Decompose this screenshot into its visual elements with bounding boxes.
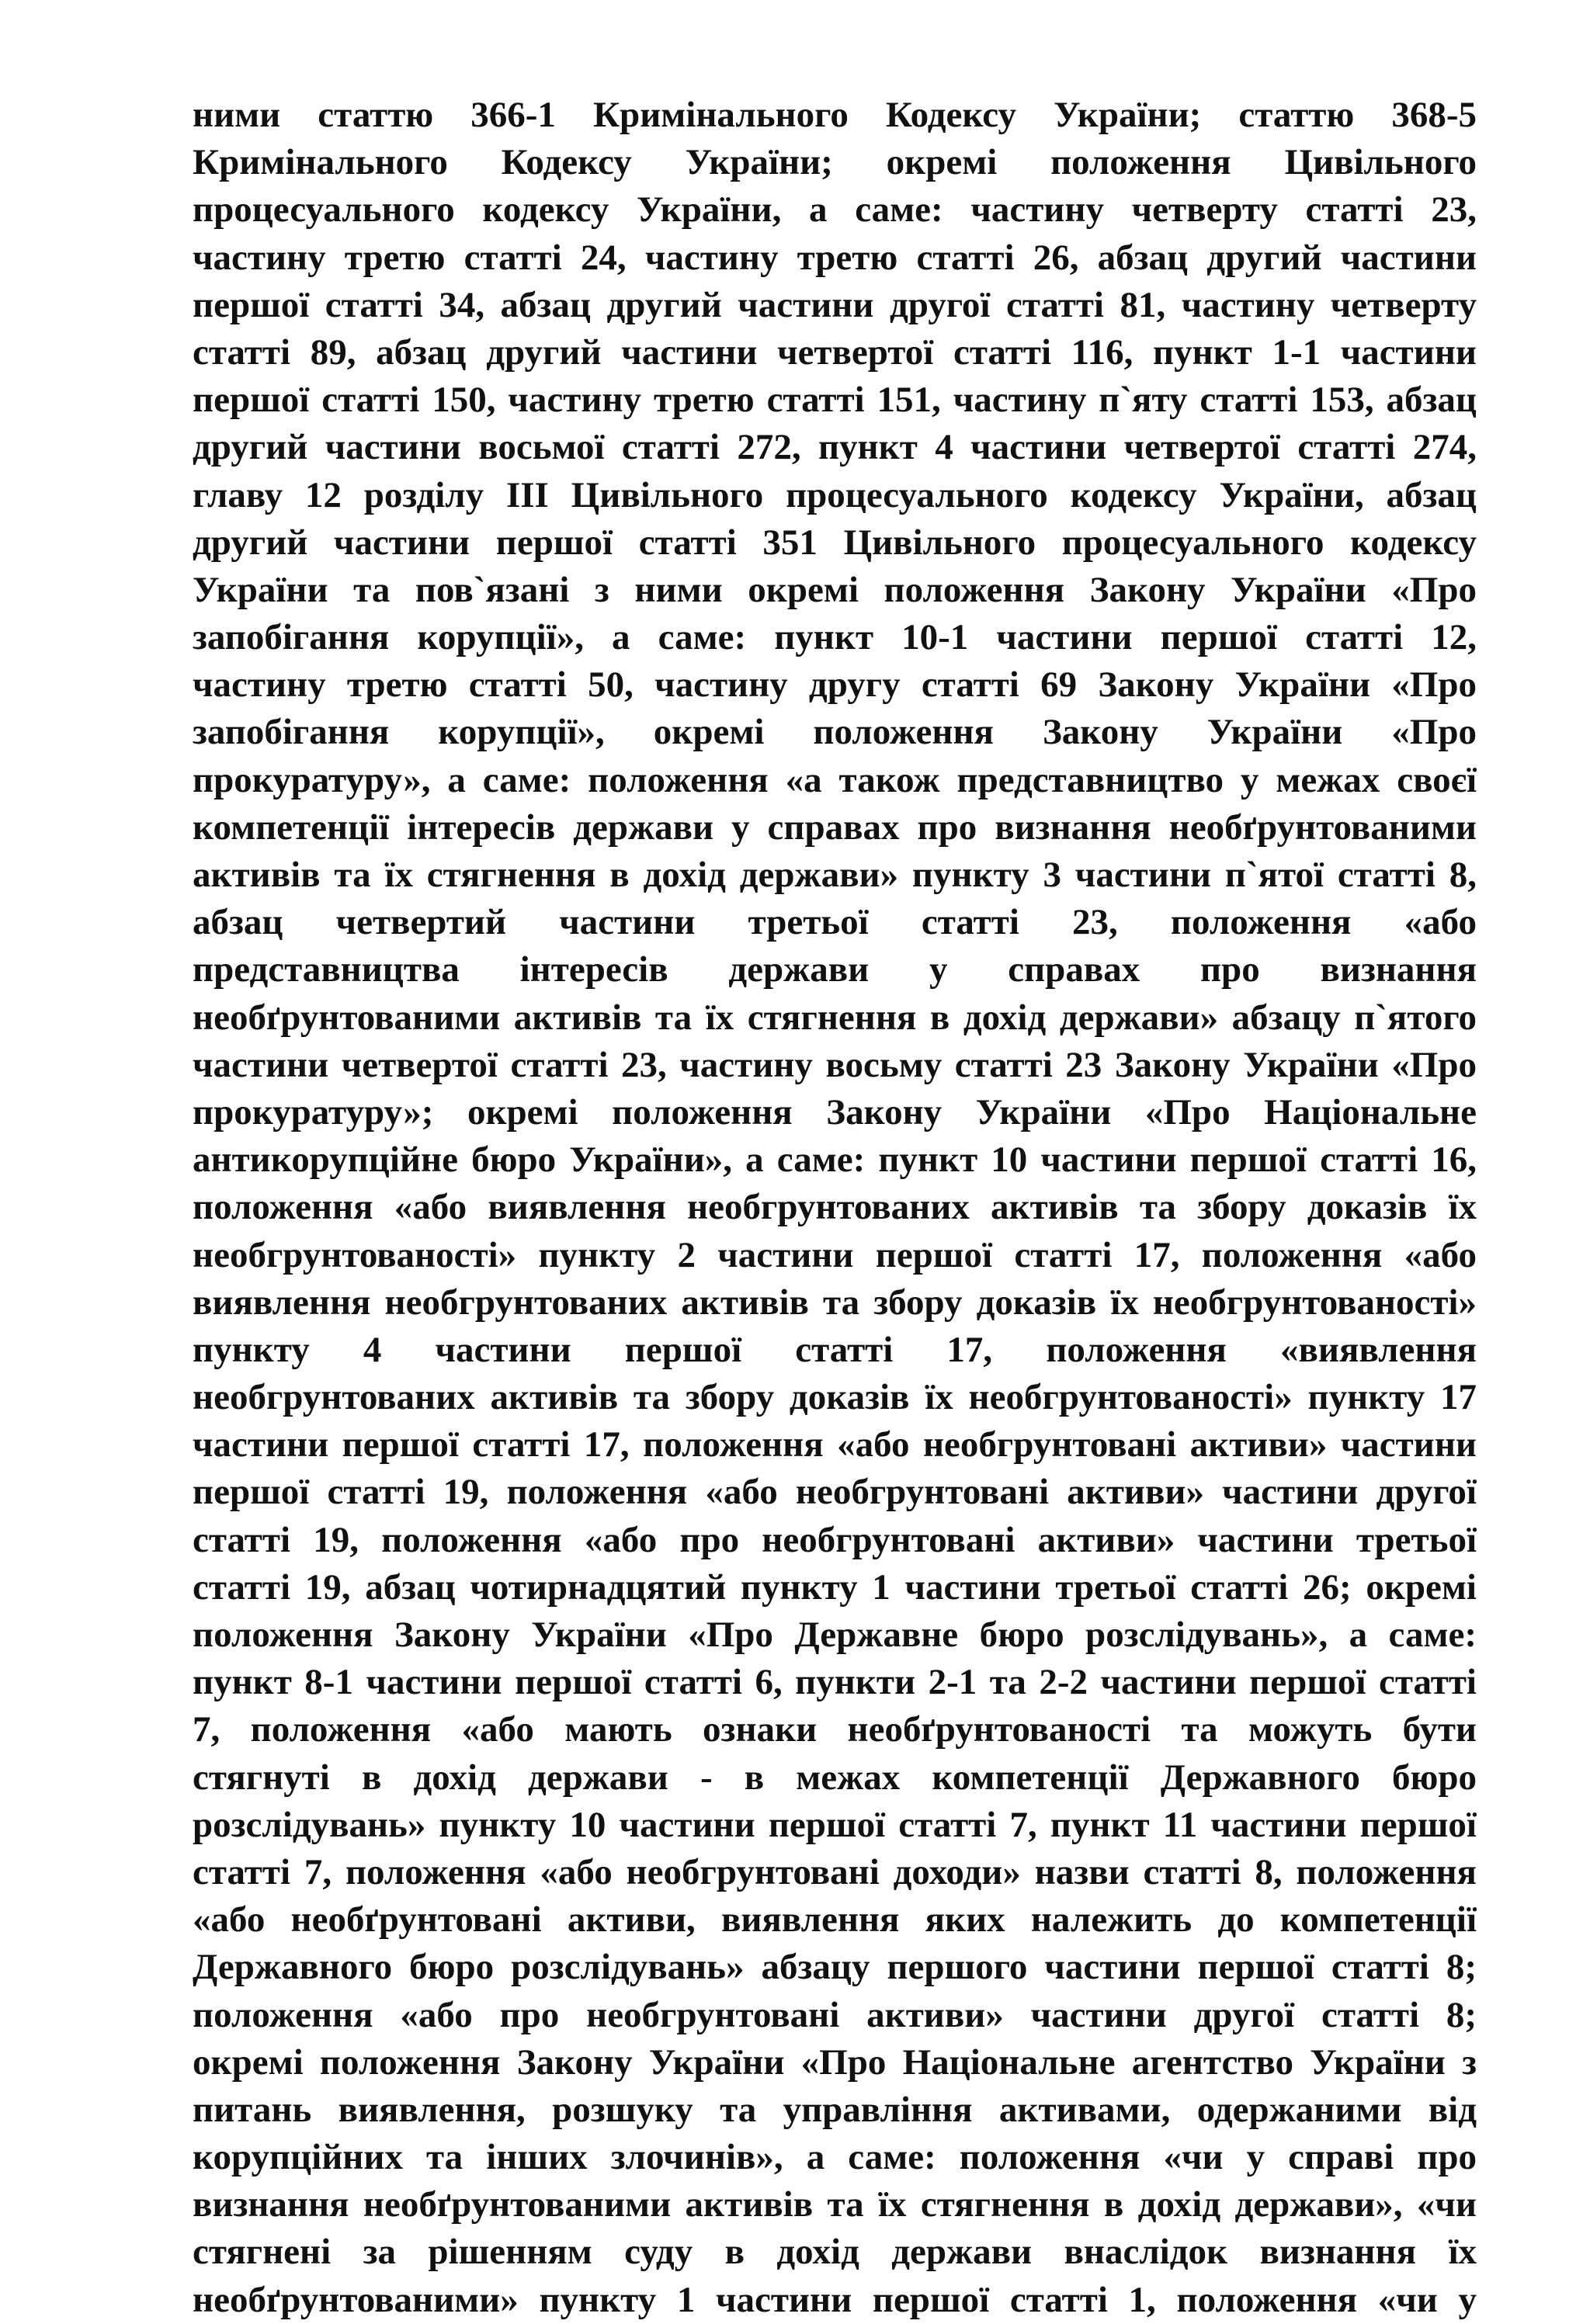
text-line: частину третю статті 50, частину другу статті 69 Закону України «Про: [193, 664, 1477, 706]
text-line: другий частини восьмої статті 272, пункт 4 частини четвертої статті 274,: [193, 427, 1477, 468]
text-line: «або необґрунтовані активи, виявлення яких належить до компетенції: [193, 1899, 1477, 1941]
text-line: першої статті 34, абзац другий частини другої статті 81, частину четверту: [193, 284, 1477, 325]
text-line: ними статтю 366-1 Кримінального Кодексу України; статтю 368-5: [193, 95, 1477, 135]
text-line: прокуратуру», а саме: положення «а також представництво у межах своєї: [193, 759, 1477, 800]
document-body-text: [193, 92, 1477, 2324]
text-line: 7, положення «або мають ознаки необґрунтованості та можуть бути: [193, 1709, 1477, 1750]
text-line: України та пов`язані з ними окремі положення Закону України «Про: [193, 569, 1477, 610]
text-line: антикорупційне бюро України», а саме: пункт 10 частини першої статті 16,: [193, 1139, 1477, 1181]
text-line: другий частини першої статті 351 Цивільного процесуального кодексу: [193, 522, 1477, 563]
text-line: статті 19, положення «або про необгрунтовані активи» частини третьої: [193, 1519, 1477, 1560]
text-line: необґрунтованими» пункту 1 частини першої статті 1, положення «чи у: [193, 2279, 1477, 2320]
text-line: розслідувань» пункту 10 частини першої статті 7, пункт 11 частини першої: [193, 1804, 1477, 1845]
text-line: положення «або виявлення необгрунтованих активів та збору доказів їх: [193, 1187, 1477, 1228]
text-line: главу 12 розділу III Цивільного процесуального кодексу України, абзац: [193, 474, 1477, 515]
text-line: першої статті 150, частину третю статті 151, частину п`яту статті 153, абзац: [193, 380, 1477, 421]
text-line: необгрунтованих активів та збору доказів їх необгрунтованості» пункту 17: [193, 1377, 1477, 1418]
text-line: статті 89, абзац другий частини четвертої статті 116, пункт 1-1 частини: [193, 331, 1477, 373]
text-line: частини першої статті 17, положення «або необгрунтовані активи» частини: [193, 1424, 1477, 1466]
text-line: запобігання корупції», окремі положення Закону України «Про: [193, 712, 1477, 753]
text-line: питань виявлення, розшуку та управління активами, одержаними від: [193, 2089, 1477, 2130]
text-line: Кримінального Кодексу України; окремі положення Цивільного: [193, 142, 1477, 183]
text-line: компетенції інтересів держави у справах про визнання необґрунтованими: [193, 806, 1477, 848]
text-line: стягнені за рішенням суду в дохід держави внаслідок визнання їх: [193, 2232, 1477, 2273]
text-line: необгрунтованості» пункту 2 частини першої статті 17, положення «або: [193, 1234, 1477, 1275]
text-line: окремі положення Закону України «Про Національне агентство України з: [193, 2041, 1477, 2083]
text-line: положення Закону України «Про Державне бюро розслідувань», а саме:: [193, 1615, 1477, 1655]
text-line: процесуального кодексу України, а саме: частину четверту статті 23,: [193, 189, 1477, 231]
text-line: частини четвертої статті 23, частину восьму статті 23 Закону України «Про: [193, 1044, 1477, 1085]
text-line: абзац четвертий частини третьої статті 23, положення «або: [193, 902, 1477, 943]
text-line: першої статті 19, положення «або необгрунтовані активи» частини другої: [193, 1472, 1477, 1513]
text-line: активів та їх стягнення в дохід держави» пункту 3 частини п`ятої статті 8,: [193, 855, 1477, 895]
text-line: частину третю статті 24, частину третю статті 26, абзац другий частини: [193, 237, 1477, 278]
text-line: пункту 4 частини першої статті 17, положення «виявлення: [193, 1329, 1477, 1370]
text-line: представництва інтересів держави у справах про визнання: [193, 949, 1477, 990]
text-line: прокуратуру»; окремі положення Закону України «Про Національне: [193, 1091, 1477, 1133]
text-line: корупційних та інших злочинів», а саме: положення «чи у справі про: [193, 2137, 1477, 2178]
text-line: статті 7, положення «або необгрунтовані доходи» назви статті 8, положення: [193, 1851, 1477, 1892]
text-line: пункт 8-1 частини першої статті 6, пункти 2-1 та 2-2 частини першої статті: [193, 1662, 1477, 1703]
text-line: положення «або про необгрунтовані активи» частини другої статті 8;: [193, 1994, 1477, 2035]
text-line: необґрунтованими активів та їх стягнення в дохід держави» абзацу п`ятого: [193, 997, 1477, 1038]
text-line: запобігання корупції», а саме: пункт 10-1 частини першої статті 12,: [193, 617, 1477, 658]
text-line: статті 19, абзац чотирнадцятий пункту 1 частини третьої статті 26; окремі: [193, 1566, 1477, 1608]
text-line: стягнуті в дохід держави - в межах компетенції Державного бюро: [193, 1757, 1477, 1798]
text-line: виявлення необгрунтованих активів та збору доказів їх необгрунтованості»: [193, 1282, 1477, 1323]
text-line: Державного бюро розслідувань» абзацу першого частини першої статті 8;: [193, 1947, 1477, 1988]
text-line: визнання необґрунтованими активів та їх стягнення в дохід держави», «чи: [193, 2184, 1477, 2225]
